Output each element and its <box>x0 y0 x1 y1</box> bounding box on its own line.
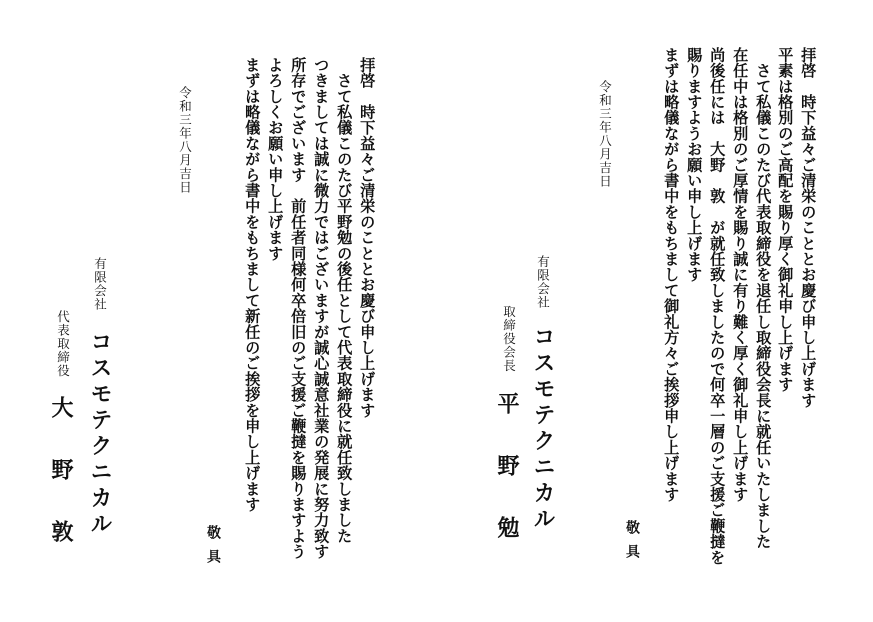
right-closing: 敬具 <box>624 520 640 568</box>
left-body-line-1: 拝啓 時下益々ご清栄のこととお慶び申し上げます <box>358 57 377 419</box>
right-body-line-6: 賜りますようお願い申し上げます <box>685 47 704 283</box>
right-company-type: 有限会社 <box>535 255 551 309</box>
left-date: 令和三年八月吉日 <box>177 86 193 194</box>
right-body-line-3: さて私儀このたび代表取締役を退任し取締役会長に就任いたしました <box>754 47 773 550</box>
left-body-line-6: まずは略儀ながら書中をもちまして新任のご挨拶を申し上げます <box>243 57 262 513</box>
right-title: 取締役会長 <box>501 305 517 373</box>
left-body-line-2: さて私儀このたび平野勉の後任として代表取締役に就任致しました <box>335 57 354 544</box>
right-company-name: コスモテクニカル <box>530 325 556 533</box>
right-body-line-7: まずは略儀ながら書中をもちまして御礼方々ご挨拶申し上げます <box>662 47 681 503</box>
left-body-line-4: 所存でございます 前任者同様何卒倍旧のご支援ご鞭撻を賜りますよう <box>289 57 308 560</box>
left-title: 代表取締役 <box>55 310 71 378</box>
left-body-line-3: つきましては誠に微力ではございますが誠心誠意社業の発展に努力致す <box>312 57 331 560</box>
right-signatory-name: 平野勉 <box>494 392 520 578</box>
right-body-line-2: 平素は格別のご高配を賜り厚く御礼申し上げます <box>776 47 795 393</box>
left-body-line-5: よろしくお願い申し上げます <box>266 57 285 262</box>
right-date: 令和三年八月吉日 <box>597 80 613 188</box>
left-signatory-name: 大野敦 <box>48 396 74 582</box>
right-body-line-4: 在任中は格別のご厚情を賜り誠に有り難く厚く御礼申し上げます <box>731 47 750 503</box>
right-body-line-5: 尚後任には 大野 敦 が就任致しましたので何卒一層のご支援ご鞭撻を <box>708 47 727 566</box>
left-company-type: 有限会社 <box>92 257 108 311</box>
right-body-line-1: 拝啓 時下益々ご清栄のこととお慶び申し上げます <box>799 47 818 409</box>
left-closing: 敬具 <box>205 525 221 573</box>
left-company-name: コスモテクニカル <box>87 330 113 538</box>
